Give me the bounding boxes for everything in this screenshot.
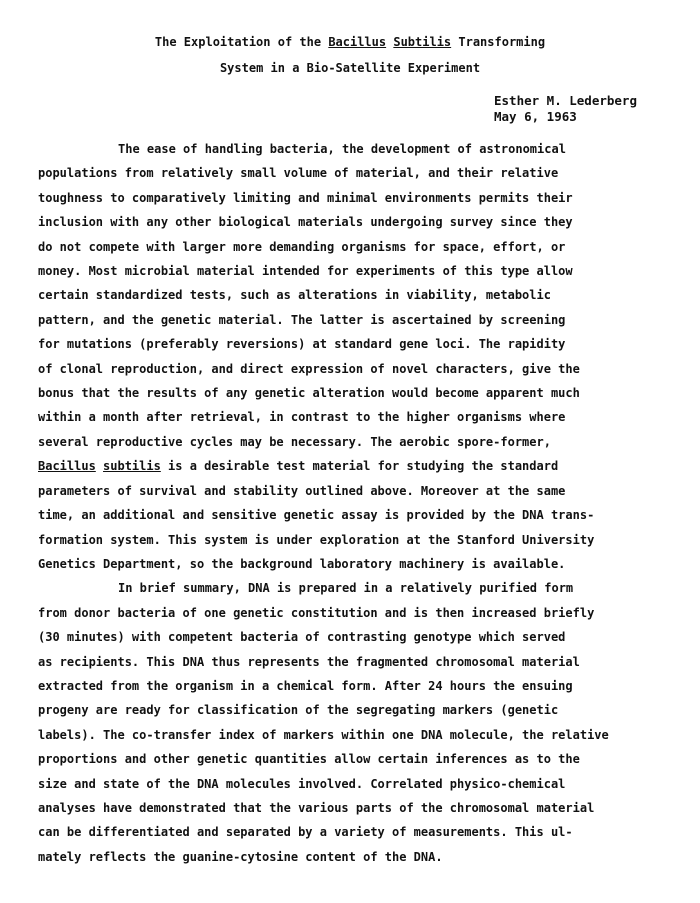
paragraph-1-line: several reproductive cycles may be necessary. The aerobic spore-former, xyxy=(38,434,551,449)
paragraph-1-line: parameters of survival and stability outlined above. Moreover at the same xyxy=(38,483,566,498)
paragraph-2-line: analyses have demonstrated that the various parts of the chromosomal material xyxy=(38,800,595,815)
paragraph-1-line xyxy=(38,454,678,478)
paragraph-1-line: for mutations (preferably reversions) at standard gene loci. The rapidity xyxy=(38,337,566,352)
paragraph-1-line: do not compete with larger more demanding organisms for space, effort, or xyxy=(38,239,566,254)
paragraph-2-line: proportions and other genetic quantities allow certain inferences as to the xyxy=(38,752,580,767)
document-title-line-1 xyxy=(0,30,700,54)
title-suffix: Transforming xyxy=(458,35,546,49)
paragraph-1-line: populations from relatively small volume of material, and their relative xyxy=(38,166,559,181)
paragraph-1-line: time, an additional and sensitive genetic assay is provided by the DNA trans- xyxy=(38,508,595,523)
paragraph-2-line: from donor bacteria of one genetic constitution and is then increased briefly xyxy=(38,605,595,620)
paragraph-2-line: (30 minutes) with competent bacteria of contrasting genotype which served xyxy=(38,630,566,645)
genus-name: Bacillus xyxy=(38,459,96,474)
species-name: subtilis xyxy=(103,459,161,474)
paragraph-1-line: within a month after retrieval, in contrast to the higher organisms where xyxy=(38,410,566,425)
document-body xyxy=(38,137,678,869)
document-date: May 6, 1963 xyxy=(494,109,577,124)
author-block xyxy=(494,93,637,125)
paragraph-1-line: toughness to comparatively limiting and minimal environments permits their xyxy=(38,190,573,205)
paragraph-1-line: of clonal reproduction, and direct expression of novel characters, give the xyxy=(38,361,580,376)
paragraph-1-line: formation system. This system is under exploration at the Stanford University xyxy=(38,532,595,547)
paragraph-2-line: progeny are ready for classification of the segregating markers (genetic xyxy=(38,703,559,718)
paragraph-1-line: certain standardized tests, such as alterations in viability, metabolic xyxy=(38,288,551,303)
paragraph-1-line: money. Most microbial material intended for experiments of this type allow xyxy=(38,264,573,279)
paragraph-1-line: The ease of handling bacteria, the development of astronomical xyxy=(118,142,566,156)
paragraph-2-line: extracted from the organism in a chemical form. After 24 hours the ensuing xyxy=(38,678,573,693)
title-genus: Bacillus xyxy=(328,35,387,49)
paragraph-2-line: as recipients. This DNA thus represents the fragmented chromosomal material xyxy=(38,654,580,669)
paragraph-2-line: size and state of the DNA molecules involved. Correlated physico-chemical xyxy=(38,776,566,791)
paragraph-1-line: Genetics Department, so the background laboratory machinery is available. xyxy=(38,556,566,571)
paragraph-2-line: mately reflects the guanine-cytosine content of the DNA. xyxy=(38,849,443,864)
paragraph-2-line: In brief summary, DNA is prepared in a relatively purified form xyxy=(118,581,574,596)
title-species: Subtilis xyxy=(393,35,452,49)
title-prefix: The Exploitation of the xyxy=(154,35,322,49)
document-title-line-2: System in a Bio-Satellite Experiment xyxy=(219,61,481,75)
line-rest: is a desirable test material for studying the standard xyxy=(160,459,559,474)
paragraph-2-line: labels). The co-transfer index of markers within one DNA molecule, the relative xyxy=(38,727,609,742)
paragraph-2-line: can be differentiated and separated by a variety of measurements. This ul- xyxy=(38,825,573,840)
paragraph-1-line: pattern, and the genetic material. The latter is ascertained by screening xyxy=(38,312,566,327)
paragraph-1-line: inclusion with any other biological materials undergoing survey since they xyxy=(38,215,573,230)
paragraph-1-line: bonus that the results of any genetic alteration would become apparent much xyxy=(38,386,580,401)
author-name: Esther M. Lederberg xyxy=(494,93,637,108)
